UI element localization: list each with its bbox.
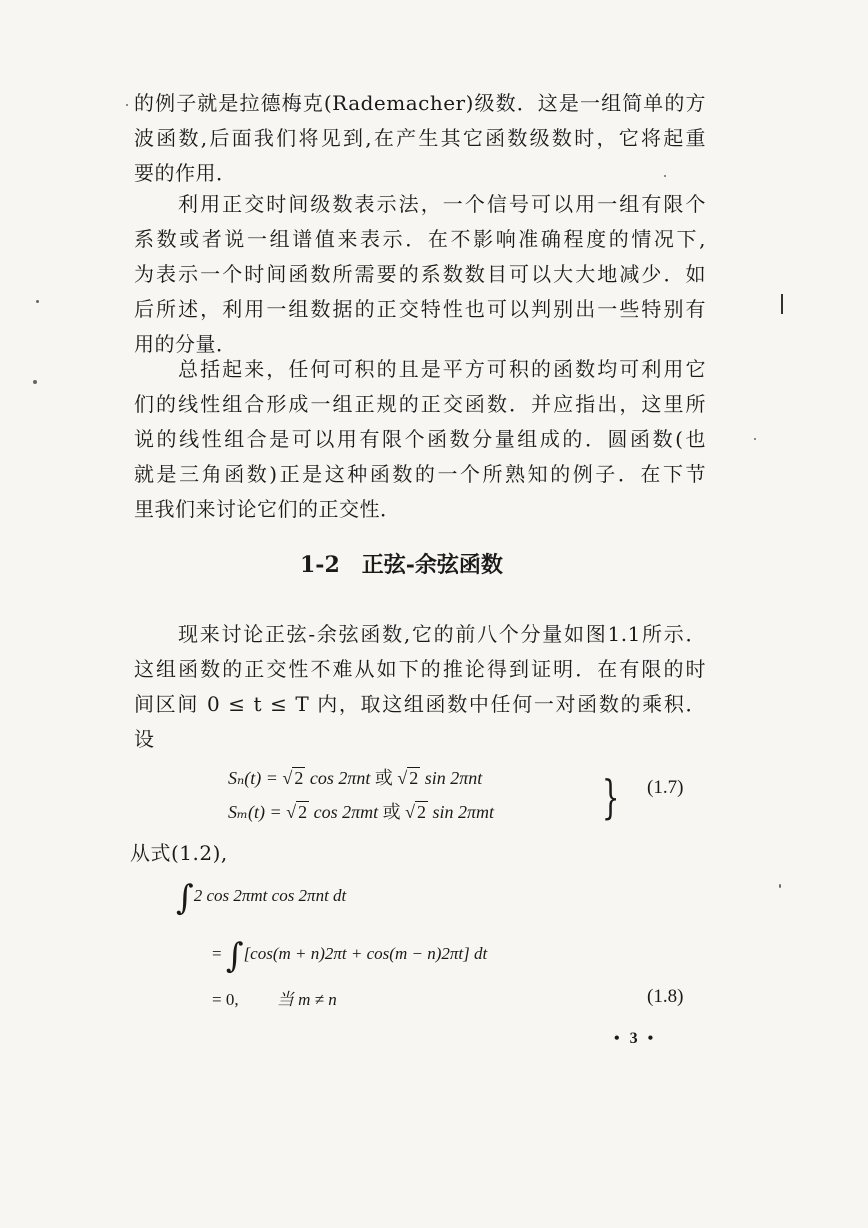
text-line: 总括起来，任何可积的且是平方可积的函数均可利用它 bbox=[178, 357, 706, 381]
text-line: 系数或者说一组谱值来表示．在不影响准确程度的情况下, bbox=[134, 227, 706, 251]
equation-1-8-line-3: = 0, 当 m ≠ n bbox=[212, 990, 337, 1009]
section-number: 1-2 bbox=[300, 552, 340, 578]
text-line: 后所述，利用一组数据的正交特性也可以判别出一些特别有 bbox=[134, 297, 706, 321]
scan-speck bbox=[664, 175, 666, 177]
sqrt-symbol: √ bbox=[286, 802, 297, 822]
text-line: 们的线性组合形成一组正规的正交函数．并应指出，这里所 bbox=[134, 392, 706, 416]
sqrt-symbol: √ bbox=[405, 802, 415, 822]
scan-speck bbox=[779, 884, 781, 888]
scan-speck bbox=[754, 438, 756, 440]
page-number: • 3 • bbox=[614, 1030, 657, 1047]
text-line: 利用正交时间级数表示法，一个信号可以用一组有限个 bbox=[178, 192, 706, 216]
equation-1-8-line-2: = ∫[cos(m + n)2πt + cos(m − n)2πt] dt bbox=[212, 936, 488, 976]
text-line: 要的作用． bbox=[134, 161, 237, 185]
equation-1-7-line-2: Sₘ(t) = √ 2 cos 2πmt 或 √ 2 sin 2πmt bbox=[228, 802, 495, 822]
section-title: 正弦-余弦函数 bbox=[361, 552, 503, 578]
sqrt-symbol: √ bbox=[397, 768, 408, 788]
equation-1-8-line-1: ∫2 cos 2πmt cos 2πnt dt bbox=[176, 878, 347, 918]
text-line: 就是三角函数)正是这种函数的一个所熟知的例子．在下节 bbox=[134, 462, 706, 486]
scan-speck bbox=[126, 104, 128, 106]
text-line: 从式(1.2), bbox=[130, 841, 228, 865]
equation-number-1-7: (1.7) bbox=[647, 777, 684, 798]
sqrt-symbol: √ bbox=[282, 768, 293, 788]
text-line: 的例子就是拉德梅克(Rademacher)级数．这是一组简单的方 bbox=[134, 91, 706, 115]
paragraph-summary bbox=[134, 352, 706, 527]
text-line: 用的分量． bbox=[134, 332, 237, 356]
paragraph-sine-cosine bbox=[134, 617, 706, 757]
text-line: 里我们来讨论它们的正交性． bbox=[134, 497, 401, 521]
paragraph-from-eq bbox=[130, 836, 706, 871]
scan-mark bbox=[781, 294, 783, 314]
text-line: 波函数,后面我们将见到,在产生其它函数级数时，它将起重 bbox=[134, 126, 706, 150]
text-line: 说的线性组合是可以用有限个函数分量组成的．圆函数(也 bbox=[134, 427, 706, 451]
scan-speck bbox=[33, 380, 37, 384]
text-line: 设 bbox=[134, 727, 155, 751]
paragraph-rademacher bbox=[134, 86, 706, 191]
text-line: 间区间 0 ≤ t ≤ T 内，取这组函数中任何一对函数的乘积． bbox=[134, 692, 706, 716]
text-line: 这组函数的正交性不难从如下的推论得到证明．在有限的时 bbox=[134, 657, 706, 681]
equation-number-1-8: (1.8) bbox=[647, 986, 684, 1007]
scan-speck bbox=[36, 300, 39, 303]
section-heading bbox=[300, 548, 503, 579]
equation-1-7-line-1: Sₙ(t) = √ 2 cos 2πnt 或 √ 2 sin 2πnt bbox=[228, 768, 483, 788]
right-brace: } bbox=[601, 770, 620, 824]
text-line: 为表示一个时间函数所需要的系数数目可以大大地减少．如 bbox=[134, 262, 706, 286]
paragraph-orthogonal-series bbox=[134, 187, 706, 362]
text-line: 现来讨论正弦-余弦函数,它的前八个分量如图1.1所示． bbox=[178, 622, 706, 646]
